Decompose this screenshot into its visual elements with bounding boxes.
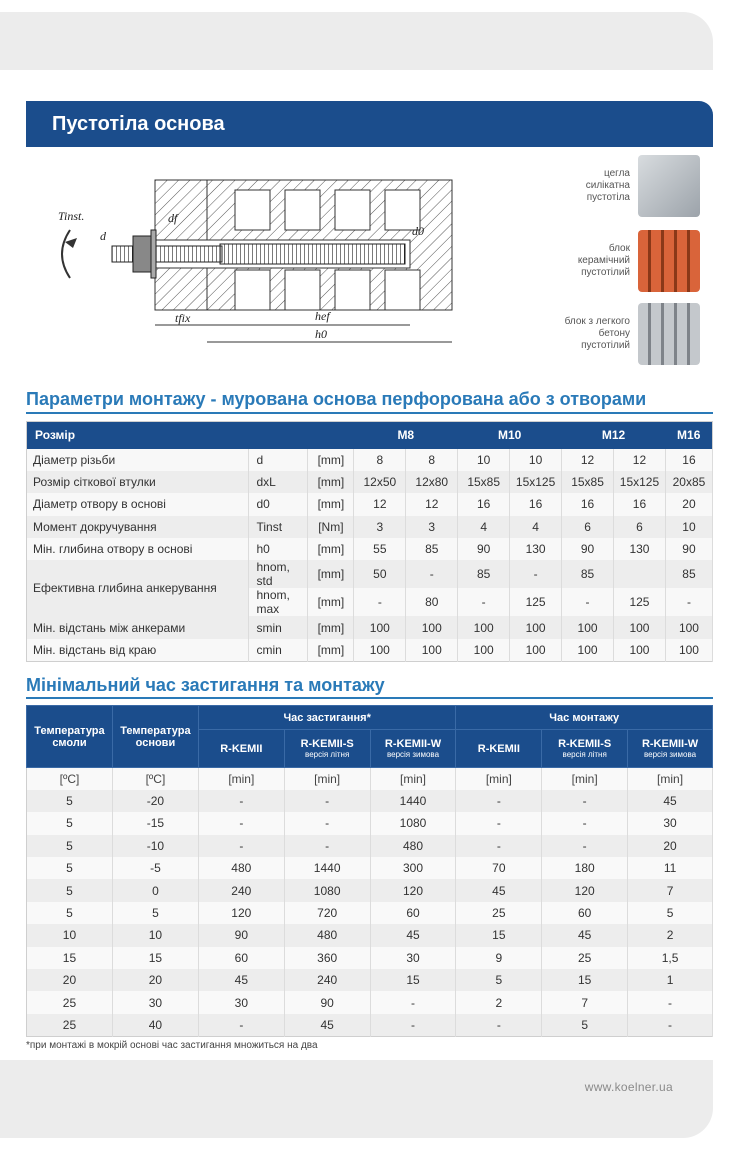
table-cell: 240 bbox=[284, 969, 370, 991]
table-cell: 15x85 bbox=[562, 471, 614, 493]
table-cell: 20 bbox=[665, 493, 712, 515]
table-cell: 10 bbox=[665, 516, 712, 538]
table-cell: 2 bbox=[628, 924, 713, 946]
table-cell: 20 bbox=[112, 969, 198, 991]
section1-rule bbox=[26, 412, 713, 414]
table-cell: - bbox=[456, 1014, 542, 1036]
table-cell: 16 bbox=[614, 493, 666, 515]
table-cell: 100 bbox=[458, 616, 510, 638]
material-item bbox=[586, 155, 700, 217]
table-cell: 15x85 bbox=[458, 471, 510, 493]
table-cell: [mm] bbox=[308, 588, 354, 616]
table-cell: - bbox=[198, 835, 284, 857]
table-cell: - bbox=[406, 560, 458, 588]
table-cell: - bbox=[198, 790, 284, 812]
table-cell: - bbox=[510, 560, 562, 588]
table-cell: [min] bbox=[198, 768, 284, 790]
table-cell: 90 bbox=[458, 538, 510, 560]
table-cell: Момент докручування bbox=[27, 516, 249, 538]
table-cell: - bbox=[665, 588, 712, 616]
footer-band bbox=[0, 1060, 713, 1138]
table-cell: [mm] bbox=[308, 471, 354, 493]
section2-title: Мінімальний час застигання та монтажу bbox=[26, 675, 385, 695]
table-cell: - bbox=[370, 1014, 456, 1036]
table-cell: Діаметр отвору в основі bbox=[27, 493, 249, 515]
table-cell: 55 bbox=[354, 538, 406, 560]
table-cell: h0 bbox=[248, 538, 308, 560]
table-cell: 20 bbox=[628, 835, 713, 857]
table-cell: 12 bbox=[406, 493, 458, 515]
table-cell: - bbox=[370, 991, 456, 1013]
table-row bbox=[27, 560, 713, 588]
table-cell: 45 bbox=[542, 924, 628, 946]
table-cell: 5 bbox=[27, 812, 113, 834]
ceramic-block-image bbox=[638, 230, 700, 292]
table-cell: - bbox=[198, 812, 284, 834]
table-cell: 1440 bbox=[370, 790, 456, 812]
section1-title: Параметри монтажу - мурована основа перфорована або з отворами bbox=[26, 389, 647, 409]
table-cell: 5 bbox=[27, 879, 113, 901]
table-cell: [min] bbox=[542, 768, 628, 790]
table-cell: [mm] bbox=[308, 560, 354, 588]
table-cell: - bbox=[542, 790, 628, 812]
table-row bbox=[27, 639, 713, 661]
table-cell: 30 bbox=[628, 812, 713, 834]
table-row bbox=[27, 538, 713, 560]
table-cell: 1440 bbox=[284, 857, 370, 879]
table-cell: 15 bbox=[370, 969, 456, 991]
table-cell: - bbox=[628, 991, 713, 1013]
table-cell: 11 bbox=[628, 857, 713, 879]
table-cell: 60 bbox=[198, 947, 284, 969]
table-cell: 100 bbox=[562, 616, 614, 638]
table-cell: 25 bbox=[27, 1014, 113, 1036]
table-cell: hnom, max bbox=[248, 588, 308, 616]
material-label: блок з легкого бетону пустотілий bbox=[564, 316, 630, 351]
table-cell: 130 bbox=[510, 538, 562, 560]
section2-rule bbox=[26, 697, 713, 699]
table-cell: [ºC] bbox=[27, 768, 113, 790]
table-row bbox=[27, 812, 713, 834]
table-cell: 70 bbox=[456, 857, 542, 879]
table-cell: - bbox=[542, 812, 628, 834]
table-cell: 20x85 bbox=[665, 471, 712, 493]
material-item bbox=[565, 303, 700, 365]
resin-temp-header: Температура смоли bbox=[27, 706, 113, 768]
product-header: R-KEMII-S версія літня bbox=[542, 730, 628, 768]
table-cell: 100 bbox=[562, 639, 614, 661]
size-header: Розмір bbox=[27, 422, 354, 449]
table-cell: 16 bbox=[510, 493, 562, 515]
size-m8-header: M8 bbox=[354, 422, 458, 449]
tfix-label: tfix bbox=[175, 311, 191, 325]
table-cell: 100 bbox=[665, 616, 712, 638]
table-cell: 45 bbox=[456, 879, 542, 901]
table-cell: - bbox=[542, 835, 628, 857]
table-cell: 16 bbox=[562, 493, 614, 515]
table-cell: 90 bbox=[562, 538, 614, 560]
table-cell: 5 bbox=[628, 902, 713, 924]
table-cell: 3 bbox=[406, 516, 458, 538]
installation-params-table bbox=[26, 421, 713, 662]
table-cell bbox=[614, 560, 666, 588]
table-cell: 12 bbox=[562, 449, 614, 471]
table-cell: [mm] bbox=[308, 449, 354, 471]
table-cell: 25 bbox=[542, 947, 628, 969]
table-cell: 8 bbox=[406, 449, 458, 471]
table-cell: 100 bbox=[614, 616, 666, 638]
table-row bbox=[27, 790, 713, 812]
table-cell: 480 bbox=[198, 857, 284, 879]
table-cell: Ефективна глибина анкерування bbox=[27, 560, 249, 616]
mount-time-header: Час монтажу bbox=[456, 706, 713, 730]
footnote: *при монтажі в мокрій основі час застигання множиться на два bbox=[26, 1040, 318, 1051]
table-cell: 5 bbox=[456, 969, 542, 991]
table-cell: Діаметр різьби bbox=[27, 449, 249, 471]
table-cell: 100 bbox=[665, 639, 712, 661]
table-row bbox=[27, 493, 713, 515]
table-cell: [Nm] bbox=[308, 516, 354, 538]
table-cell: 16 bbox=[458, 493, 510, 515]
table-cell: - bbox=[456, 835, 542, 857]
table-cell: 100 bbox=[406, 616, 458, 638]
table-cell: 100 bbox=[354, 639, 406, 661]
table-cell: 125 bbox=[510, 588, 562, 616]
table-cell: - bbox=[458, 588, 510, 616]
material-item bbox=[578, 230, 700, 292]
table-cell: 2 bbox=[456, 991, 542, 1013]
table-cell: cmin bbox=[248, 639, 308, 661]
table-cell: 300 bbox=[370, 857, 456, 879]
table-cell: 45 bbox=[198, 969, 284, 991]
product-header: R-KEMII-S версія літня bbox=[284, 730, 370, 768]
table-cell: 10 bbox=[510, 449, 562, 471]
materials-legend bbox=[540, 155, 700, 370]
table-cell: 10 bbox=[458, 449, 510, 471]
product-header: R-KEMII-W версія зимова bbox=[628, 730, 713, 768]
table-cell: 1080 bbox=[370, 812, 456, 834]
table-cell: Мін. глибина отвору в основі bbox=[27, 538, 249, 560]
size-m16-header: M16 bbox=[665, 422, 712, 449]
section-title-bar: Пустотіла основа bbox=[26, 101, 713, 147]
table-cell: 90 bbox=[665, 538, 712, 560]
table-cell: 120 bbox=[198, 902, 284, 924]
lightweight-concrete-block-image bbox=[638, 303, 700, 365]
d-label: d bbox=[100, 229, 106, 243]
table-cell: 7 bbox=[628, 879, 713, 901]
table-cell: 1,5 bbox=[628, 947, 713, 969]
table-cell: 30 bbox=[112, 991, 198, 1013]
hef-label: hef bbox=[315, 309, 330, 323]
table-cell: 100 bbox=[510, 639, 562, 661]
base-temp-header: Температура основи bbox=[112, 706, 198, 768]
table-cell: 125 bbox=[614, 588, 666, 616]
table-cell: 15 bbox=[456, 924, 542, 946]
table-cell: - bbox=[284, 812, 370, 834]
table-cell: 16 bbox=[665, 449, 712, 471]
anchor-diagram bbox=[40, 160, 460, 360]
table-cell: [mm] bbox=[308, 616, 354, 638]
table-cell: 15x125 bbox=[614, 471, 666, 493]
product-header: R-KEMII-W версія зимова bbox=[370, 730, 456, 768]
table-cell: 5 bbox=[27, 835, 113, 857]
table-cell: 8 bbox=[354, 449, 406, 471]
table-cell: 15x125 bbox=[510, 471, 562, 493]
table-row bbox=[27, 969, 713, 991]
table-cell: 60 bbox=[370, 902, 456, 924]
website-link[interactable]: www.koelner.ua bbox=[584, 1080, 673, 1094]
table-cell: 30 bbox=[198, 991, 284, 1013]
table-row bbox=[27, 924, 713, 946]
material-label: блок керамічний пустотілий bbox=[577, 243, 630, 278]
table-cell: [min] bbox=[456, 768, 542, 790]
header-band bbox=[0, 12, 713, 70]
table-cell: 85 bbox=[458, 560, 510, 588]
table-row bbox=[27, 879, 713, 901]
h0-label: h0 bbox=[315, 327, 327, 341]
table-cell: -20 bbox=[112, 790, 198, 812]
table-cell: 90 bbox=[284, 991, 370, 1013]
table-cell: -5 bbox=[112, 857, 198, 879]
table-row bbox=[27, 947, 713, 969]
table-row bbox=[27, 835, 713, 857]
table-cell: 5 bbox=[542, 1014, 628, 1036]
cure-time-header: Час застигання* bbox=[198, 706, 456, 730]
table-cell: - bbox=[456, 812, 542, 834]
material-label: цегла силікатна пустотіла bbox=[585, 168, 630, 203]
table-cell: 45 bbox=[628, 790, 713, 812]
df-label: df bbox=[168, 211, 178, 225]
table-cell: 50 bbox=[354, 560, 406, 588]
size-m12-header: M12 bbox=[562, 422, 666, 449]
table-cell: 12 bbox=[354, 493, 406, 515]
table-cell: 60 bbox=[542, 902, 628, 924]
table-cell: 5 bbox=[112, 902, 198, 924]
table-cell: 120 bbox=[542, 879, 628, 901]
table-row bbox=[27, 616, 713, 638]
table-cell: dxL bbox=[248, 471, 308, 493]
table-cell: 5 bbox=[27, 790, 113, 812]
table-cell: Розмір сіткової втулки bbox=[27, 471, 249, 493]
table-cell: 1080 bbox=[284, 879, 370, 901]
table-cell: 45 bbox=[284, 1014, 370, 1036]
table-cell: 45 bbox=[370, 924, 456, 946]
table-cell: 360 bbox=[284, 947, 370, 969]
table-cell: 40 bbox=[112, 1014, 198, 1036]
table-row bbox=[27, 991, 713, 1013]
product-header: R-KEMII bbox=[456, 730, 542, 768]
table-cell: -10 bbox=[112, 835, 198, 857]
table-cell: 100 bbox=[458, 639, 510, 661]
table-cell: hnom, std bbox=[248, 560, 308, 588]
table-cell: 25 bbox=[27, 991, 113, 1013]
table-cell: 15 bbox=[542, 969, 628, 991]
table-cell: 180 bbox=[542, 857, 628, 879]
table-cell: 720 bbox=[284, 902, 370, 924]
table-cell: - bbox=[284, 835, 370, 857]
table-cell: 130 bbox=[614, 538, 666, 560]
table-cell: 85 bbox=[406, 538, 458, 560]
table-cell: 10 bbox=[27, 924, 113, 946]
table-cell: 80 bbox=[406, 588, 458, 616]
table-cell: [min] bbox=[370, 768, 456, 790]
table-cell: - bbox=[628, 1014, 713, 1036]
table-cell: [mm] bbox=[308, 639, 354, 661]
table-cell: 3 bbox=[354, 516, 406, 538]
table-cell: 12x50 bbox=[354, 471, 406, 493]
size-m10-header: M10 bbox=[458, 422, 562, 449]
d0-label: d0 bbox=[412, 224, 424, 238]
curing-time-table bbox=[26, 705, 713, 1037]
table-cell: 30 bbox=[370, 947, 456, 969]
table-cell: 100 bbox=[406, 639, 458, 661]
table-cell: Мін. відстань між анкерами bbox=[27, 616, 249, 638]
table-row bbox=[27, 449, 713, 471]
table-cell: 100 bbox=[614, 639, 666, 661]
table-cell: 0 bbox=[112, 879, 198, 901]
table-cell: - bbox=[198, 1014, 284, 1036]
table-cell: 4 bbox=[510, 516, 562, 538]
table-cell: 480 bbox=[370, 835, 456, 857]
table-cell: [mm] bbox=[308, 538, 354, 560]
table-row bbox=[27, 902, 713, 924]
silicate-brick-image bbox=[638, 155, 700, 217]
table-cell: - bbox=[562, 588, 614, 616]
table-cell: 6 bbox=[614, 516, 666, 538]
table-row bbox=[27, 1014, 713, 1036]
table-cell: 5 bbox=[27, 857, 113, 879]
table-cell: 4 bbox=[458, 516, 510, 538]
table-cell: 480 bbox=[284, 924, 370, 946]
table-cell: 120 bbox=[370, 879, 456, 901]
table-cell: [mm] bbox=[308, 493, 354, 515]
table-cell: 20 bbox=[27, 969, 113, 991]
table-cell: 12x80 bbox=[406, 471, 458, 493]
table-cell: d bbox=[248, 449, 308, 471]
table-cell: [min] bbox=[284, 768, 370, 790]
table-cell: 90 bbox=[198, 924, 284, 946]
table-cell: 6 bbox=[562, 516, 614, 538]
table-cell: - bbox=[284, 790, 370, 812]
table-cell: 100 bbox=[354, 616, 406, 638]
table-cell: 25 bbox=[456, 902, 542, 924]
table-row bbox=[27, 516, 713, 538]
units-row bbox=[27, 768, 713, 790]
table-cell: 1 bbox=[628, 969, 713, 991]
table-cell: 5 bbox=[27, 902, 113, 924]
table-cell: 15 bbox=[112, 947, 198, 969]
table-cell: 85 bbox=[665, 560, 712, 588]
table-cell: [min] bbox=[628, 768, 713, 790]
product-header: R-KEMII bbox=[198, 730, 284, 768]
table-cell: 85 bbox=[562, 560, 614, 588]
table-cell: - bbox=[456, 790, 542, 812]
table-cell: 10 bbox=[112, 924, 198, 946]
table-cell: -15 bbox=[112, 812, 198, 834]
table-row bbox=[27, 857, 713, 879]
table-cell: 240 bbox=[198, 879, 284, 901]
table-cell: smin bbox=[248, 616, 308, 638]
table-cell: 100 bbox=[510, 616, 562, 638]
table-row bbox=[27, 471, 713, 493]
table-cell: d0 bbox=[248, 493, 308, 515]
table-cell: Мін. відстань від краю bbox=[27, 639, 249, 661]
table-cell: [ºC] bbox=[112, 768, 198, 790]
table-cell: 15 bbox=[27, 947, 113, 969]
table-cell: 9 bbox=[456, 947, 542, 969]
table-cell: - bbox=[354, 588, 406, 616]
table-cell: Tinst bbox=[248, 516, 308, 538]
torque-label: Tinst. bbox=[58, 209, 85, 223]
table-cell: 7 bbox=[542, 991, 628, 1013]
table-cell: 12 bbox=[614, 449, 666, 471]
